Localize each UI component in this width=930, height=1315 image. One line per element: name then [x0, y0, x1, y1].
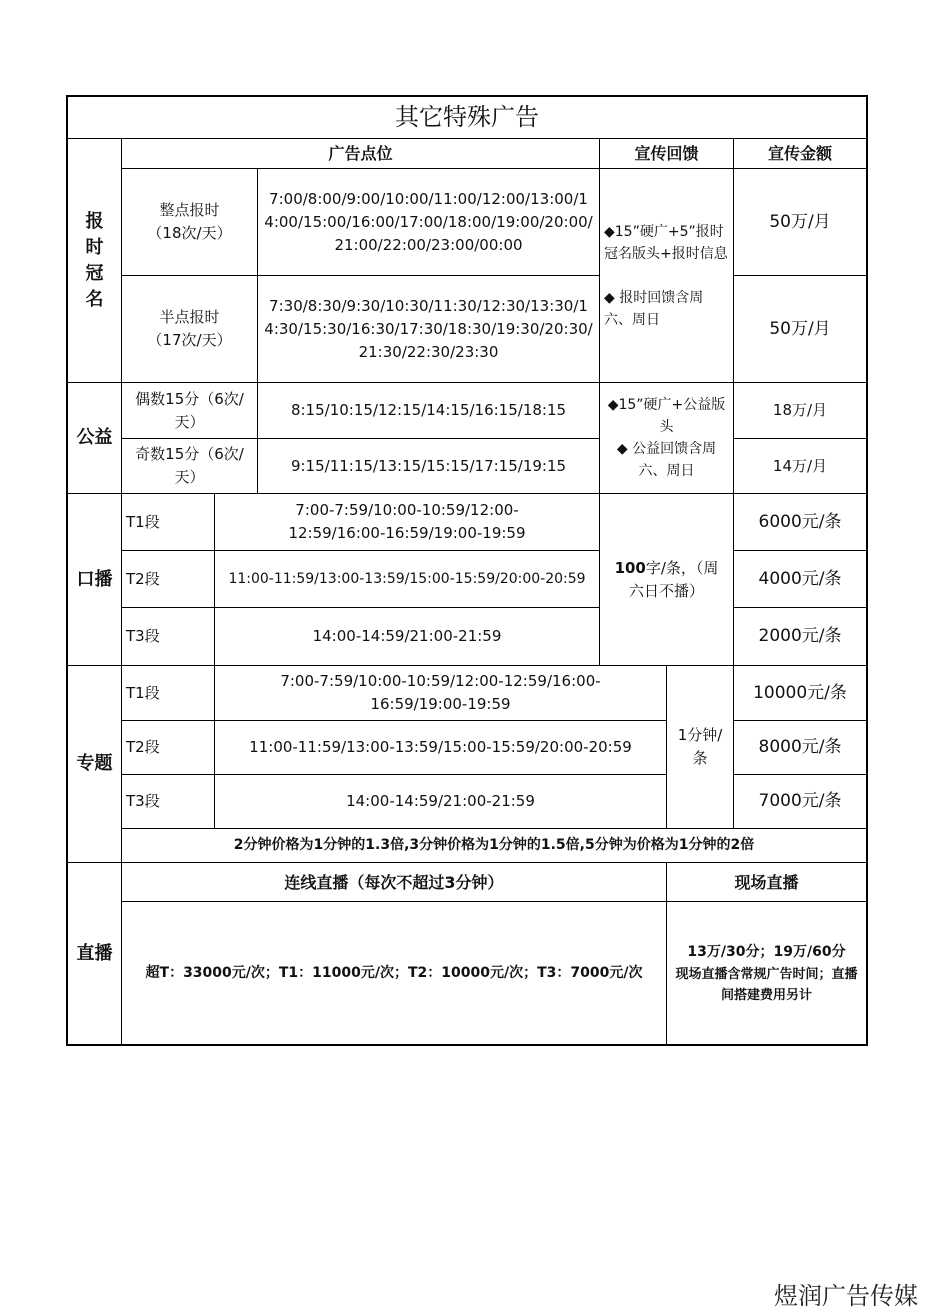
baoshi-row-label: 整点报时（18次/天）	[121, 168, 258, 276]
koubo-row-price: 4000元/条	[733, 550, 867, 608]
zhuanti-row-price: 7000元/条	[733, 774, 867, 829]
category-zhibo: 直播	[67, 862, 122, 1045]
gongyi-row-times: 8:15/10:15/12:15/14:15/16:15/18:15	[257, 382, 600, 439]
category-gongyi: 公益	[67, 382, 122, 494]
koubo-row-times: 7:00-7:59/10:00-10:59/12:00-12:59/16:00-16:59/19:00-19:59	[214, 493, 600, 551]
header-position: 广告点位	[121, 138, 600, 169]
gongyi-row-label: 奇数15分（6次/天）	[121, 438, 258, 494]
zhuanti-row-times: 14:00-14:59/21:00-21:59	[214, 774, 667, 829]
zhibo-site-note: 现场直播含常规广告时间；直播间搭建费用另计	[675, 966, 858, 1003]
koubo-row-label: T1段	[121, 493, 215, 551]
zhibo-link-body: 超T：33000元/次；T1：11000元/次；T2：10000元/次；T3：7000元/次	[121, 901, 667, 1045]
koubo-note	[599, 493, 734, 666]
category-koubo: 口播	[67, 493, 122, 666]
zhuanti-row-label: T3段	[121, 774, 215, 829]
baoshi-row-price: 50万/月	[733, 275, 867, 383]
koubo-row-label: T3段	[121, 607, 215, 666]
zhuanti-row-price: 8000元/条	[733, 720, 867, 775]
sheet-title: 其它特殊广告	[67, 96, 867, 139]
gongyi-row-times: 9:15/11:15/13:15/15:15/17:15/19:15	[257, 438, 600, 494]
zhibo-link-header: 连线直播（每次不超过3分钟）	[121, 862, 667, 902]
baoshi-row-price: 50万/月	[733, 168, 867, 276]
koubo-row-price: 2000元/条	[733, 607, 867, 666]
koubo-note-text: 100字/条，（周六日不播）	[614, 558, 719, 600]
baoshi-feedback: ◆15”硬广+5”报时冠名版头+报时信息 ◆ 报时回馈含周六、周日	[599, 168, 734, 383]
koubo-row-times: 14:00-14:59/21:00-21:59	[214, 607, 600, 666]
header-feedback: 宣传回馈	[599, 138, 734, 169]
koubo-row-price: 6000元/条	[733, 493, 867, 551]
koubo-row-label: T2段	[121, 550, 215, 608]
brand-watermark: 煜润广告传媒	[774, 1282, 918, 1310]
category-baoshi: 报时冠名	[67, 138, 122, 383]
zhuanti-row-times: 7:00-7:59/10:00-10:59/12:00-12:59/16:00-16:59/19:00-19:59	[214, 665, 667, 721]
zhuanti-row-times: 11:00-11:59/13:00-13:59/15:00-15:59/20:00-20:59	[214, 720, 667, 775]
gongyi-feedback: ◆15”硬广+公益版头 ◆ 公益回馈含周六、周日	[599, 382, 734, 494]
zhuanti-row-price: 10000元/条	[733, 665, 867, 721]
koubo-row-times: 11:00-11:59/13:00-13:59/15:00-15:59/20:00-20:59	[214, 550, 600, 608]
gongyi-row-price: 14万/月	[733, 438, 867, 494]
baoshi-row-label: 半点报时（17次/天）	[121, 275, 258, 383]
gongyi-row-price: 18万/月	[733, 382, 867, 439]
baoshi-row-times: 7:30/8:30/9:30/10:30/11:30/12:30/13:30/14:30/15:30/16:30/17:30/18:30/19:30/20:30/21:30/22:30/23:30	[257, 275, 600, 383]
zhibo-site-price: 13万/30分；19万/60分	[687, 943, 846, 960]
zhuanti-row-label: T1段	[121, 665, 215, 721]
header-amount: 宣传金额	[733, 138, 867, 169]
gongyi-row-label: 偶数15分（6次/天）	[121, 382, 258, 439]
zhuanti-footnote: 2分钟价格为1分钟的1.3倍,3分钟价格为1分钟的1.5倍,5分钟为价格为1分钟的2倍	[121, 828, 867, 863]
category-zhuanti: 专题	[67, 665, 122, 863]
zhuanti-duration: 1分钟/条	[666, 665, 734, 829]
baoshi-row-times: 7:00/8:00/9:00/10:00/11:00/12:00/13:00/14:00/15:00/16:00/17:00/18:00/19:00/20:00/21:00/22:00/23:00/00:00	[257, 168, 600, 276]
zhibo-site-body	[666, 901, 867, 1045]
zhibo-site-header: 现场直播	[666, 862, 867, 902]
zhuanti-row-label: T2段	[121, 720, 215, 775]
